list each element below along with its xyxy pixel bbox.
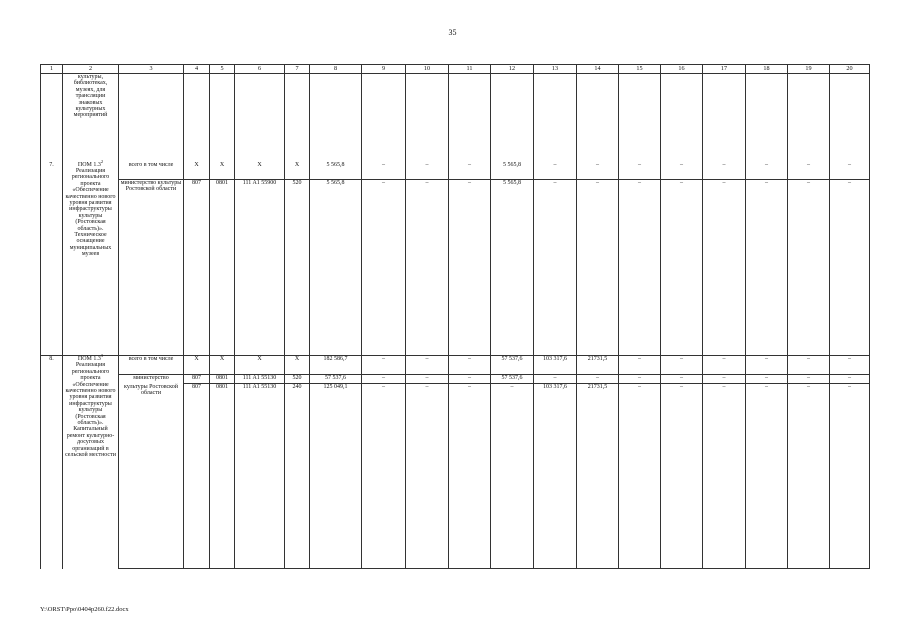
- cell: 520: [285, 180, 310, 220]
- cell: 57 537,6: [491, 375, 534, 384]
- column-number-header-row: [41, 65, 870, 74]
- cell: –: [449, 384, 491, 414]
- cell: –: [788, 356, 830, 375]
- header-cell: 7: [285, 65, 310, 74]
- cell: –: [406, 180, 449, 220]
- cell: –: [661, 384, 703, 414]
- cell: 182 586,7: [310, 356, 362, 375]
- header-cell: 6: [235, 65, 285, 74]
- header-cell: 17: [703, 65, 746, 74]
- cell: 0801: [210, 180, 235, 220]
- cell: –: [830, 356, 870, 375]
- header-cell: 20: [830, 65, 870, 74]
- cell: 103 317,6: [534, 384, 577, 414]
- cell: –: [491, 384, 534, 414]
- row-index: 8.: [41, 356, 63, 569]
- cell: 0801: [210, 375, 235, 384]
- cell: 21731,5: [577, 384, 619, 414]
- header-cell: 5: [210, 65, 235, 74]
- executor-cell: министерство: [119, 375, 184, 384]
- cell: X: [184, 162, 210, 180]
- header-cell: 10: [406, 65, 449, 74]
- cell: X: [184, 356, 210, 375]
- cell: 520: [285, 375, 310, 384]
- cell: 807: [184, 384, 210, 414]
- cell: X: [235, 356, 285, 375]
- executor-cell: всего в том числе: [119, 356, 184, 375]
- header-cell: 14: [577, 65, 619, 74]
- cell: –: [830, 180, 870, 220]
- footer-file-path: Y:\ORST\Ppo\0404p260.f22.docx: [40, 606, 129, 613]
- cell: –: [406, 162, 449, 180]
- cell: –: [830, 384, 870, 414]
- cell: –: [362, 180, 406, 220]
- executor-cell: культуры Ростовской области: [119, 384, 184, 414]
- cell: –: [661, 180, 703, 220]
- footnote-marker: 3: [100, 353, 104, 358]
- row-index: 7.: [41, 162, 63, 356]
- row-7-filler: [41, 220, 870, 356]
- cell: –: [703, 162, 746, 180]
- cell: 111 A1 55130: [235, 375, 285, 384]
- cell: –: [661, 375, 703, 384]
- cell: –: [362, 356, 406, 375]
- cell: –: [577, 180, 619, 220]
- cell: –: [788, 375, 830, 384]
- cell: 5 565,8: [491, 162, 534, 180]
- cell: 57 537,6: [491, 356, 534, 375]
- cell: –: [746, 375, 788, 384]
- cell: –: [619, 384, 661, 414]
- header-cell: 11: [449, 65, 491, 74]
- cell: 0801: [210, 384, 235, 414]
- cell: –: [788, 180, 830, 220]
- cell: X: [210, 162, 235, 180]
- cell: –: [534, 180, 577, 220]
- header-cell: 8: [310, 65, 362, 74]
- cell: –: [619, 180, 661, 220]
- event-name: [63, 158, 119, 356]
- cell: –: [577, 375, 619, 384]
- cell: –: [449, 180, 491, 220]
- event-description: Реализация регионального проекта «Обеспечение качественно нового уровня развития инфраструктуры культуры (Ростовская область)». Техническое оснащение муниципальных музеев: [65, 167, 116, 258]
- cell: –: [788, 162, 830, 180]
- cell: X: [285, 356, 310, 375]
- cell: –: [362, 375, 406, 384]
- cell: –: [661, 162, 703, 180]
- cell: 111 A1 55130: [235, 384, 285, 414]
- cell: –: [534, 162, 577, 180]
- cell: –: [534, 375, 577, 384]
- cell: –: [449, 162, 491, 180]
- cell: X: [285, 162, 310, 180]
- cell: 5 565,8: [310, 162, 362, 180]
- cell: –: [703, 356, 746, 375]
- cell: –: [746, 180, 788, 220]
- cell: –: [703, 180, 746, 220]
- event-code: ПОМ 1.3: [77, 161, 101, 168]
- cell: –: [406, 384, 449, 414]
- cell: X: [235, 162, 285, 180]
- cell: –: [703, 375, 746, 384]
- cell: –: [703, 384, 746, 414]
- cell: 21731,5: [577, 356, 619, 375]
- continuation-name: культуры, библиотеках, музеях, для трансляции знаковых культурных мероприятий: [63, 74, 119, 162]
- cell: –: [362, 384, 406, 414]
- header-cell: 12: [491, 65, 534, 74]
- cell: –: [619, 356, 661, 375]
- executor-cell: министерство культуры Ростовской области: [119, 180, 184, 220]
- header-cell: 9: [362, 65, 406, 74]
- header-cell: 1: [41, 65, 63, 74]
- cell: –: [661, 356, 703, 375]
- header-cell: 13: [534, 65, 577, 74]
- cell: 5 565,8: [491, 180, 534, 220]
- cell: 103 317,6: [534, 356, 577, 375]
- cell: 111 A1 55900: [235, 180, 285, 220]
- cell: 240: [285, 384, 310, 414]
- row-8-total: [41, 356, 870, 375]
- header-cell: 15: [619, 65, 661, 74]
- row-8-ministry-240: [41, 384, 870, 414]
- cell: –: [746, 356, 788, 375]
- cell: –: [577, 162, 619, 180]
- header-cell: 16: [661, 65, 703, 74]
- cell: –: [746, 162, 788, 180]
- page-number: 35: [448, 28, 457, 37]
- cell: 125 049,1: [310, 384, 362, 414]
- cell: –: [449, 356, 491, 375]
- cell: 57 537,6: [310, 375, 362, 384]
- header-cell: 19: [788, 65, 830, 74]
- header-cell: 18: [746, 65, 788, 74]
- header-cell: 4: [184, 65, 210, 74]
- executor-cell: всего в том числе: [119, 162, 184, 180]
- header-cell: 2: [63, 65, 119, 74]
- budget-table: [40, 64, 870, 569]
- cell: –: [406, 375, 449, 384]
- cell: –: [830, 375, 870, 384]
- cell: 807: [184, 375, 210, 384]
- cell: –: [449, 375, 491, 384]
- footnote-marker: 2: [100, 158, 104, 164]
- cell: –: [619, 375, 661, 384]
- cell: –: [746, 384, 788, 414]
- row-7-total: [41, 162, 870, 180]
- cell: X: [210, 356, 235, 375]
- cell: 5 565,8: [310, 180, 362, 220]
- event-name: [63, 353, 119, 569]
- cell: –: [406, 356, 449, 375]
- cell: –: [788, 384, 830, 414]
- cell: –: [362, 162, 406, 180]
- event-description: Реализация регионального проекта «Обеспечение качественно нового уровня развития инфраструктуры культуры (Ростовская область)». Капитальный ремонт культурно-досуговых организаций в сельской местности: [65, 362, 116, 459]
- row-8-filler: [41, 414, 870, 569]
- cell: 807: [184, 180, 210, 220]
- cell: –: [830, 162, 870, 180]
- row-8-ministry-520: [41, 375, 870, 384]
- cell: –: [619, 162, 661, 180]
- header-cell: 3: [119, 65, 184, 74]
- continuation-row: [41, 74, 870, 162]
- row-7-ministry: [41, 180, 870, 220]
- event-code: ПОМ 1.3: [77, 356, 101, 362]
